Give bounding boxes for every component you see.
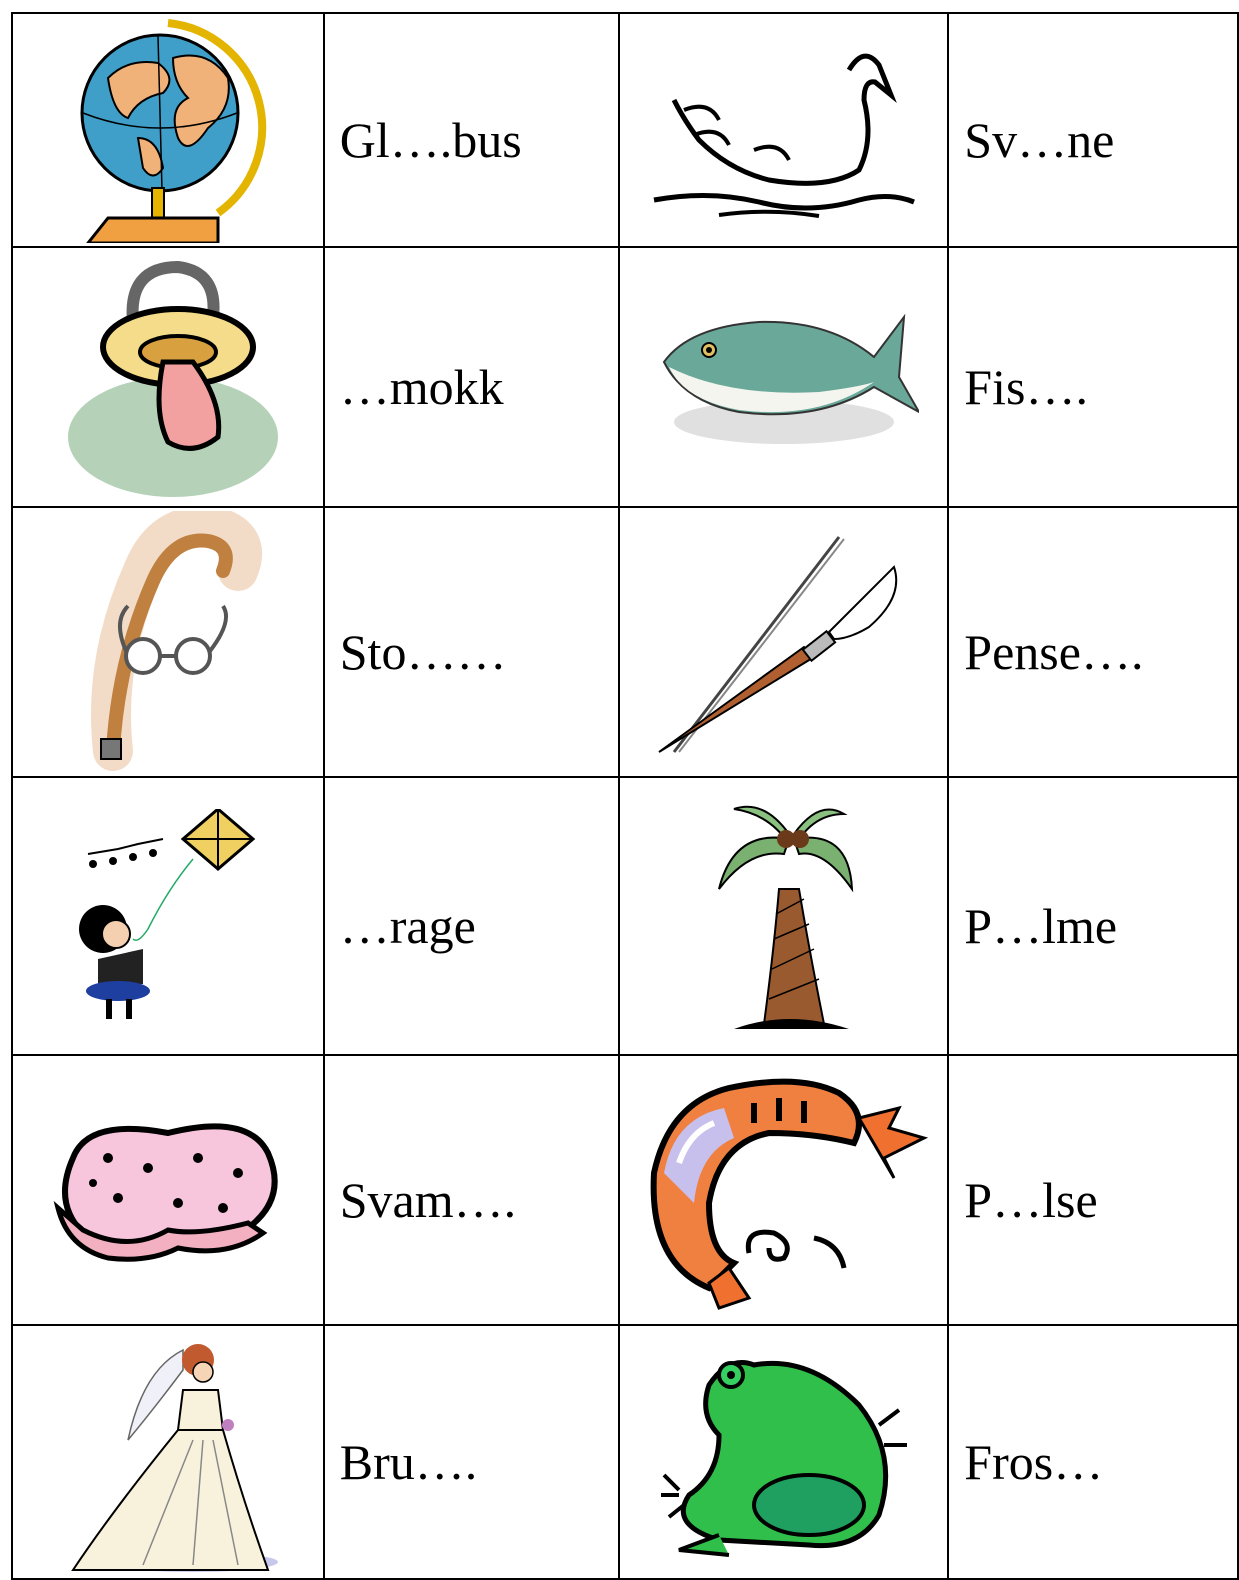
fish-icon (649, 302, 919, 452)
word-label: Pense…. (964, 624, 1144, 680)
image-cell (619, 1325, 948, 1579)
table-row (12, 1055, 1238, 1325)
word-label: Sto…… (339, 624, 507, 680)
sponge-icon (48, 1108, 288, 1273)
word-label: Gl….bus (339, 112, 522, 168)
word-cell (324, 1055, 620, 1325)
word-label: P…lme (964, 898, 1118, 954)
image-cell (12, 507, 324, 777)
palm-tree-icon (714, 799, 854, 1034)
frog-icon (659, 1345, 909, 1560)
girl-kite-icon (68, 809, 268, 1024)
swan-icon (649, 40, 919, 220)
word-label: Fis…. (964, 359, 1088, 415)
image-cell (12, 1325, 324, 1579)
word-label: Fros… (964, 1434, 1104, 1490)
word-cell (948, 247, 1238, 507)
table-row (12, 1325, 1238, 1579)
word-cell (324, 507, 620, 777)
globe-icon (68, 18, 268, 243)
paintbrush-icon (654, 527, 914, 757)
table-row (12, 247, 1238, 507)
word-label: …rage (339, 898, 476, 954)
word-cell (324, 13, 620, 247)
table-row (12, 507, 1238, 777)
image-cell (619, 507, 948, 777)
bride-icon (53, 1330, 283, 1575)
word-cell (324, 247, 620, 507)
table-row (12, 13, 1238, 247)
pacifier-icon (58, 252, 278, 502)
image-cell (619, 777, 948, 1055)
table-row (12, 777, 1238, 1055)
image-cell (12, 777, 324, 1055)
word-cell (948, 777, 1238, 1055)
word-label: P…lse (964, 1172, 1098, 1228)
image-cell (12, 247, 324, 507)
word-label: …mokk (339, 359, 504, 415)
word-picture-table (11, 12, 1239, 1580)
word-cell (324, 1325, 620, 1579)
word-cell (948, 1055, 1238, 1325)
word-label: Bru…. (339, 1434, 478, 1490)
image-cell (619, 247, 948, 507)
sausage-icon (639, 1063, 929, 1318)
word-cell (948, 507, 1238, 777)
word-label: Sv…ne (964, 112, 1115, 168)
word-cell (324, 777, 620, 1055)
image-cell (619, 1055, 948, 1325)
cane-glasses-icon (73, 511, 263, 773)
image-cell (12, 1055, 324, 1325)
image-cell (619, 13, 948, 247)
word-cell (948, 1325, 1238, 1579)
word-cell (948, 13, 1238, 247)
word-label: Svam…. (339, 1172, 517, 1228)
image-cell (12, 13, 324, 247)
